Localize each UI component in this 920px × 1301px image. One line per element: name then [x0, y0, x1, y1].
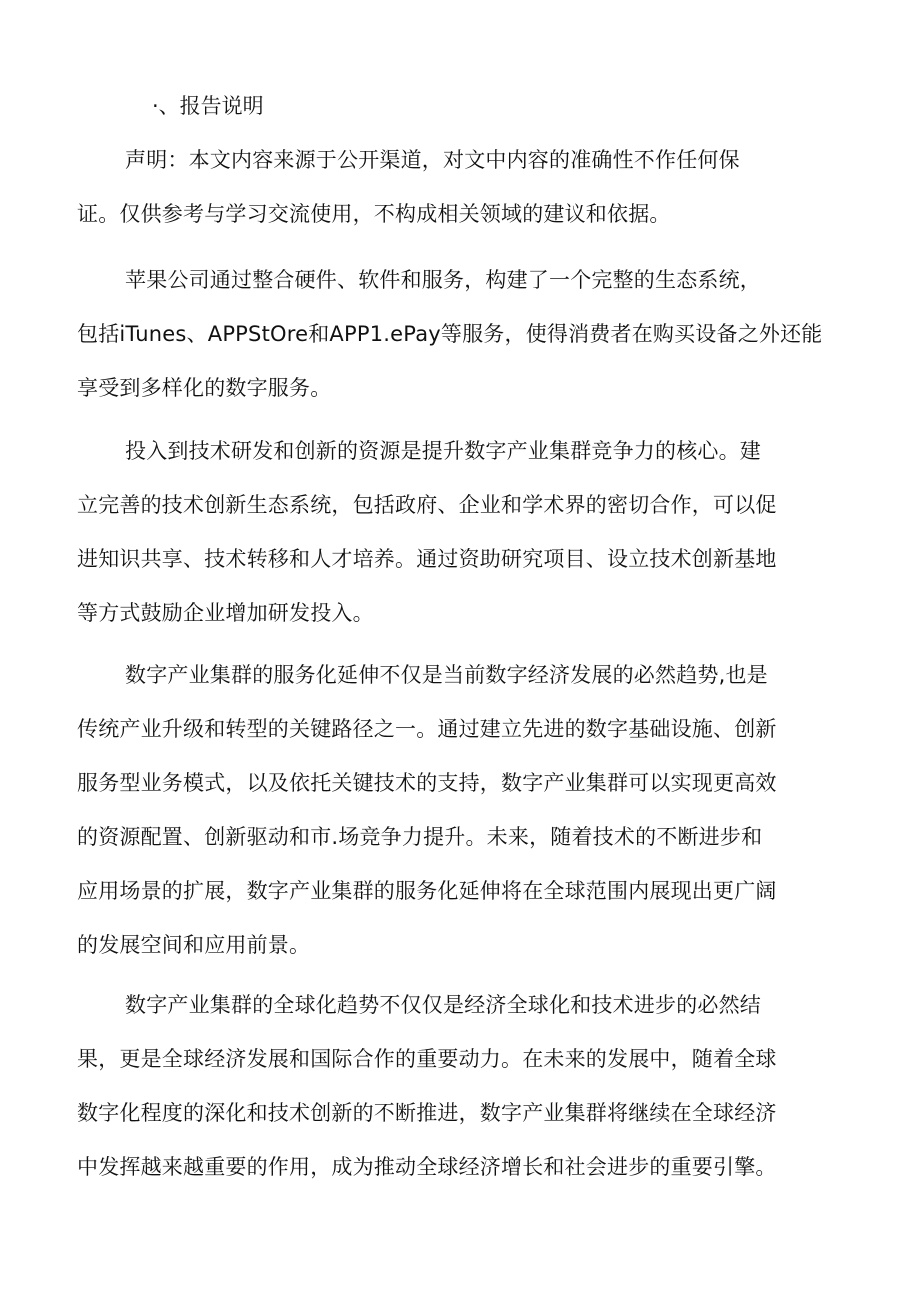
- text-line: 等方式鼓励企业增加研发投入。: [77, 601, 374, 625]
- text-line: 数字产业集群的服务化延伸不仅是当前数字经济发展的必然趋势,也是: [125, 663, 768, 687]
- text-line: 苹果公司通过整合硬件、软件和服务，构建了一个完整的生态系统，: [125, 268, 761, 292]
- paragraph-apple: [77, 253, 847, 415]
- paragraph-disclaimer: [77, 133, 847, 241]
- text-line: 果，更是全球经济发展和国际合作的重要动力。在未来的发展中，随着全球: [77, 1047, 777, 1071]
- text-line: 投入到技术研发和创新的资源是提升数字产业集群竞争力的核心。建: [125, 439, 761, 463]
- text-line: 证。仅供参考与学习交流使用，不构成相关领域的建议和依据。: [77, 202, 671, 226]
- text-line: 享受到多样化的数字服务。: [77, 376, 332, 400]
- text-line: 服务型业务模式，以及依托关键技术的支持，数字产业集群可以实现更高效: [77, 771, 777, 795]
- paragraph-global: [77, 978, 847, 1194]
- text-line: 的资源配置、创新驱动和市.场竞争力提升。未来，随着技术的不断进步和: [77, 825, 763, 849]
- text-line: 包括iTunes、APPStOre和APP1.ePay等服务，使得消费者在购买设备之外还能: [77, 322, 823, 346]
- text-line: 中发挥越来越重要的作用，成为推动全球经济增长和社会进步的重要引擎。: [77, 1155, 777, 1179]
- section-heading: ·、报告说明: [152, 94, 264, 118]
- text-line: 声明：本文内容来源于公开渠道，对文中内容的准确性不作任何保: [125, 148, 740, 172]
- text-line: 数字产业集群的全球化趋势不仅仅是经济全球化和技术进步的必然结: [125, 993, 761, 1017]
- paragraph-rnd: [77, 424, 847, 640]
- text-line: 进知识共享、技术转移和人才培养。通过资助研究项目、设立技术创新基地: [77, 547, 777, 571]
- text-line: 应用场景的扩展，数字产业集群的服务化延伸将在全球范围内展现出更广阔: [77, 879, 777, 903]
- text-line: 立完善的技术创新生态系统，包括政府、企业和学术界的密切合作，可以促: [77, 493, 777, 517]
- text-line: 数字化程度的深化和技术创新的不断推进，数字产业集群将继续在全球经济: [77, 1101, 777, 1125]
- text-line: 传统产业升级和转型的关键路径之一。通过建立先进的数字基础设施、创新: [77, 717, 777, 741]
- paragraph-service: [77, 648, 847, 972]
- text-line: 的发展空间和应用前景。: [77, 933, 311, 957]
